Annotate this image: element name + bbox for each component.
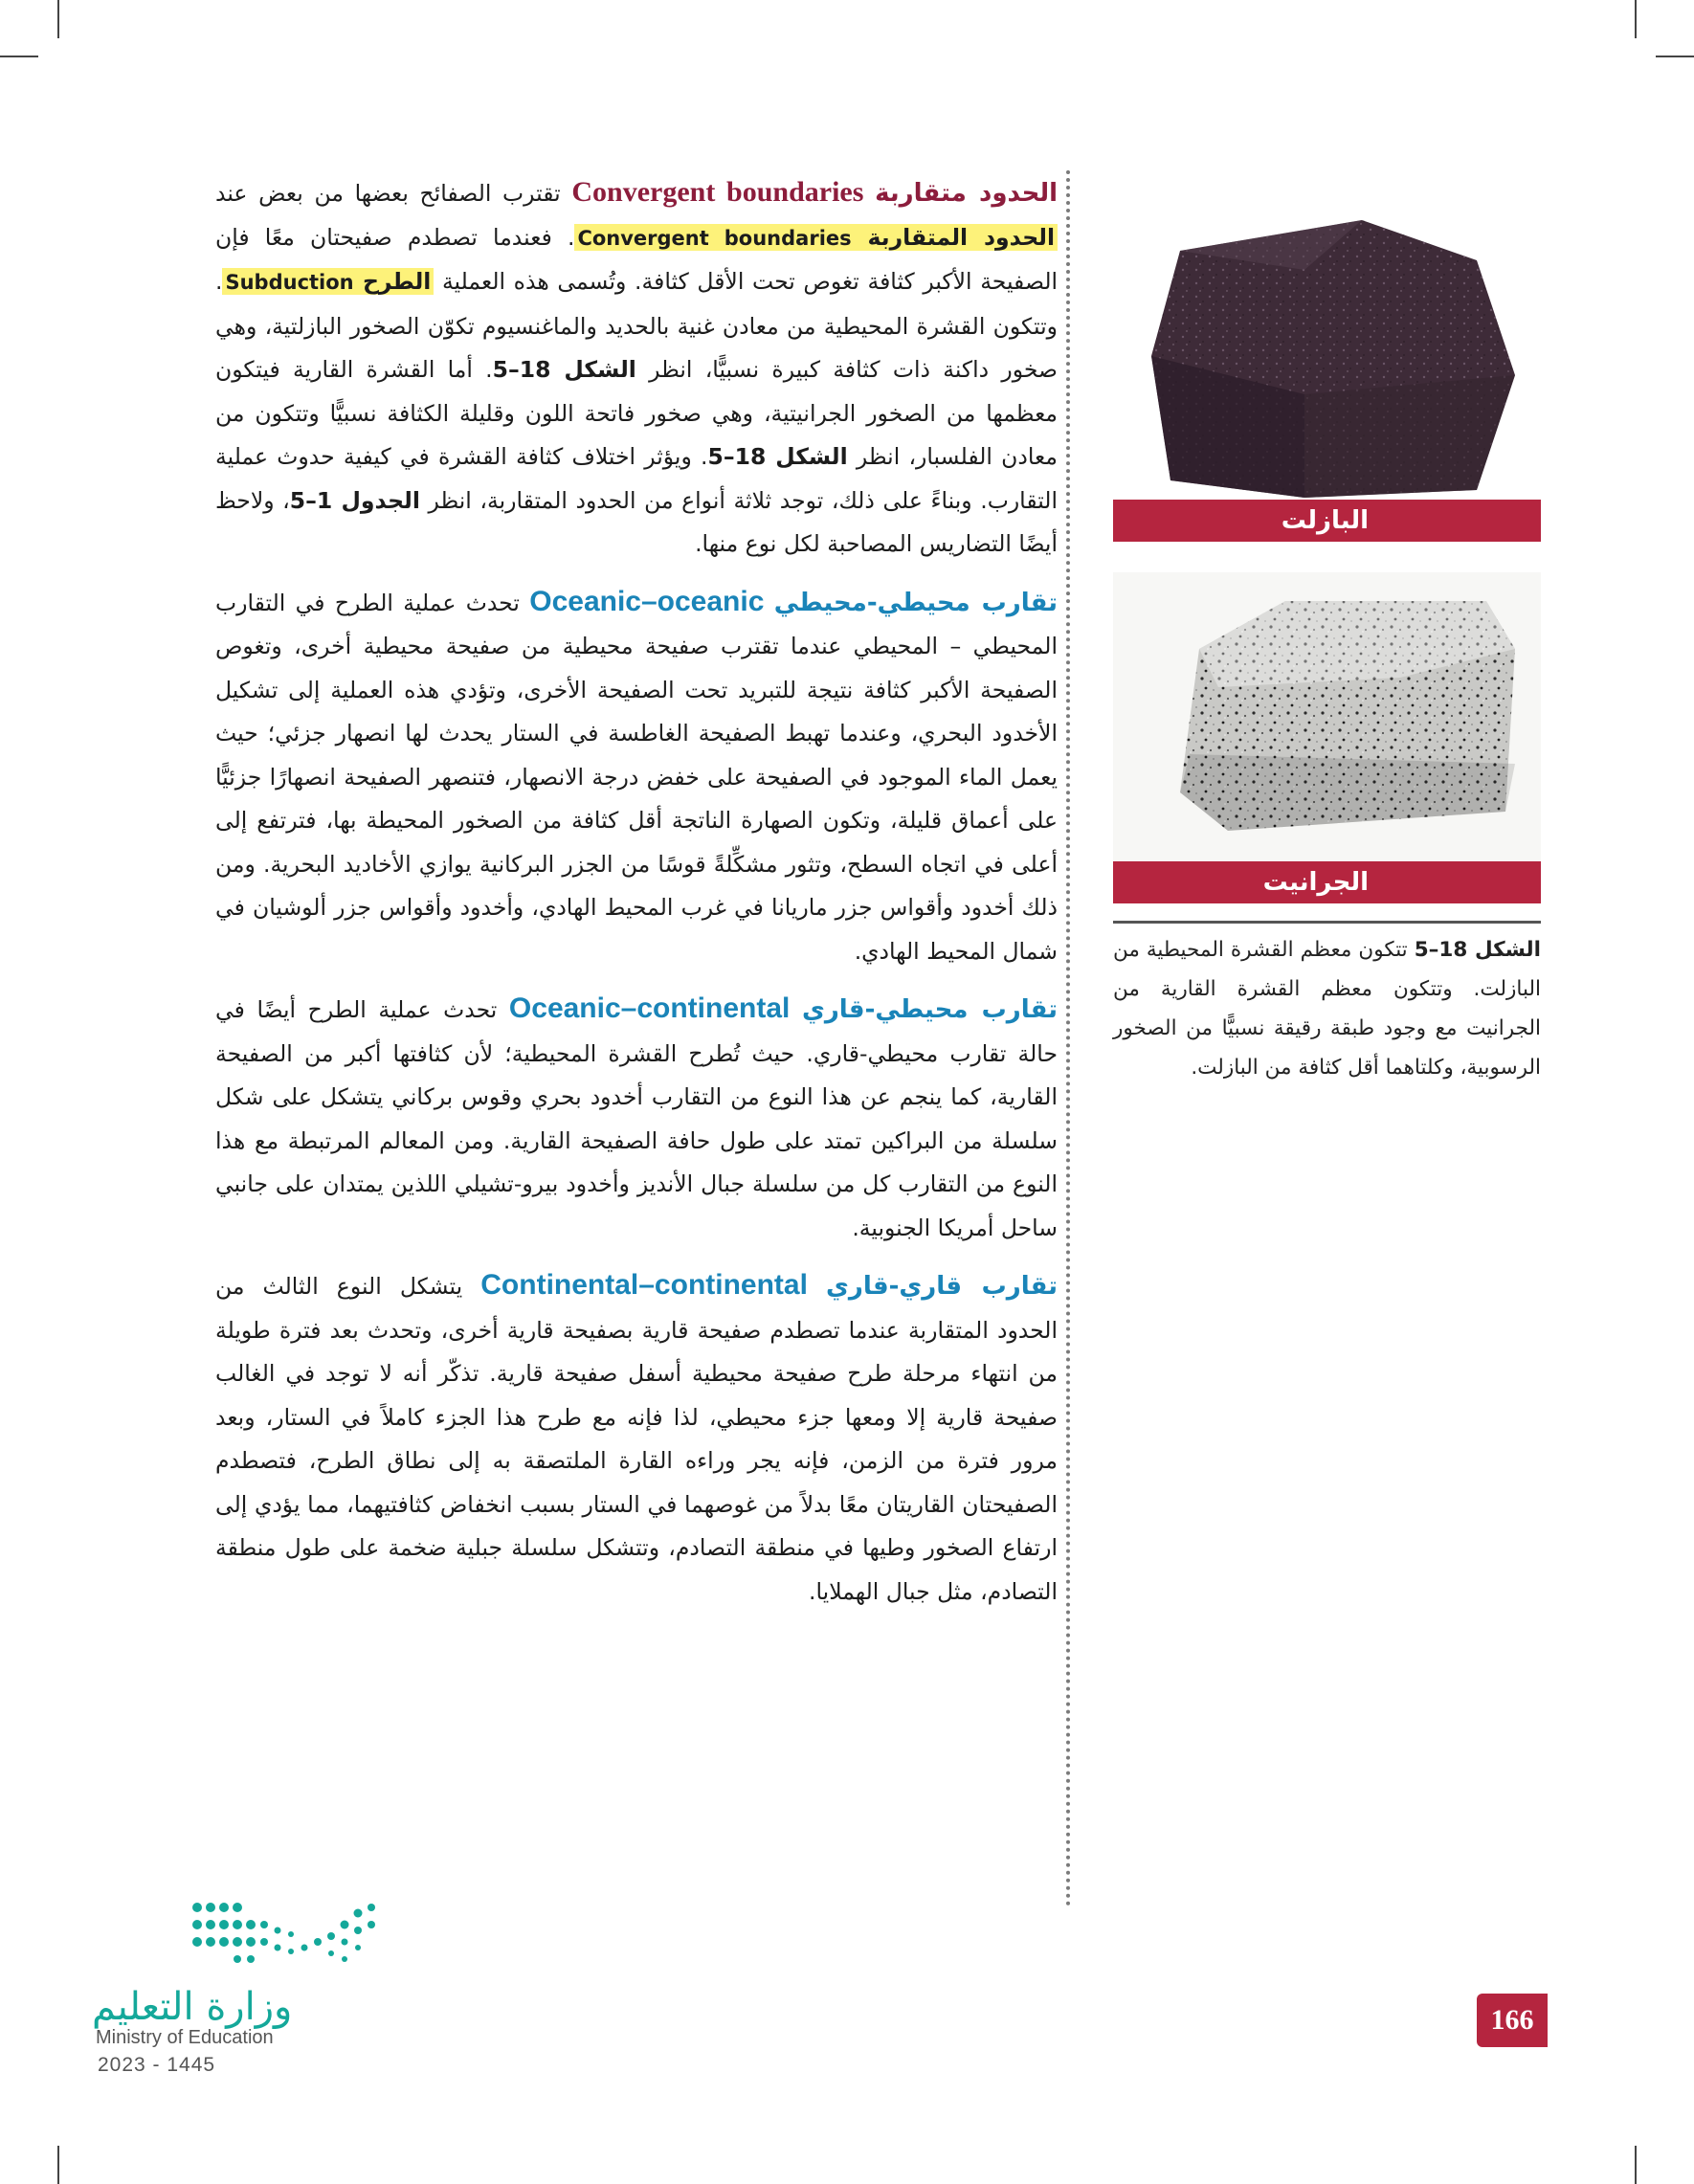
text: . أما القشرة القارية فيتكون معظمها من الصخور الجرانيتية، وهي صخور فاتحة اللون وقليلة الكثافة نسبيًّا وتتكون من معادن الفلسبار، انظر xyxy=(215,356,1058,470)
table-ref: الجدول 1–5 xyxy=(289,486,420,514)
highlight-term xyxy=(222,268,434,295)
paragraph-convergent xyxy=(215,170,1058,567)
granite-image xyxy=(1113,572,1541,861)
page-number: 166 xyxy=(1477,1994,1548,2047)
edition-year: 2023 - 1445 xyxy=(98,2054,216,2076)
text: تحدث عملية الطرح في التقارب المحيطي – المحيطي عندما تقترب صفيحة محيطية من صفيحة محيطية أخرى، وتغوص الصفيحة الأكبر كثافة نتيجة للتبريد تحت الصفيحة الأخرى، وتؤدي هذه العملية إلى تشكيل الأخدود البحري، وعندما تهبط الصفيحة الغاطسة في الستار يحدث لها انصهار جزئي؛ حيث يعمل الماء الموجود في الصفيحة على خفض درجة الانصهار، فتنصهر الصفيحة انصهارًا جزئيًّا على أعماق قليلة، وتكون الصهارة الناتجة أقل كثافة من الصخور المحيطة بها، فترتفع إلى أعلى في اتجاه السطح، وتثور مشكِّلةً قوسًا من الجزر البركانية يوازي الأخاديد البحرية. ومن ذلك أخدود وأقواس جزر ماريانا في غرب المحيط الهادي، وأخدود وأقواس جزر ألوشيان في شمال المحيط الهادي. xyxy=(215,589,1058,965)
caption-ref: الشكل 18–5 xyxy=(1414,938,1542,962)
main-text-column xyxy=(215,170,1058,1907)
granite-label: الجرانيت xyxy=(1113,861,1541,903)
highlight-term xyxy=(574,224,1058,251)
term-ar: الحدود المتقاربة xyxy=(867,223,1056,251)
ministry-logo-dots xyxy=(188,1898,398,1974)
basalt-image xyxy=(1113,212,1541,500)
heading-ar: الحدود متقاربة xyxy=(875,179,1058,208)
crop-mark xyxy=(1635,2146,1637,2184)
ministry-name-ar: وزارة التعليم xyxy=(92,1985,293,2029)
paragraph-oceanic-oceanic xyxy=(215,580,1058,974)
heading-en: Convergent boundaries xyxy=(571,176,864,208)
text: . ويؤثر اختلاف كثافة القشرة في كيفية حدوث عملية التقارب. وبناءً على ذلك، توجد ثلاثة أنواع من الحدود المتقاربة، انظر xyxy=(215,443,1058,514)
text: يتشكل النوع الثالث من الحدود المتقاربة عندما تصطدم صفيحة قارية بصفيحة قارية أخرى، وتحدث بعد فترة طويلة من انتهاء مرحلة طرح صفيحة محيطية أسفل صفيحة قارية. تذكّر أنه لا توجد في الغالب صفيحة قارية إلا ومعها جزء محيطي، لذا فإنه مع طرح هذا الجزء كاملاً في الستار، وبعد مرور فترة من الزمن، فإنه يجر وراءه القارة الملتصقة به إلى نطاق الطرح، فتصطدم الصفيحتان القاريتان معًا بدلاً من غوصهما في الستار بسبب انخفاض كثافتيهما، مما يؤدي إلى ارتفاع الصخور وطيها في منطقة التصادم، وتتشكل سلسلة جبلية ضخمة على طول منطقة التصادم، مثل جبال الهملايا. xyxy=(215,1273,1058,1605)
crop-mark xyxy=(57,2146,59,2184)
text: تقترب الصفائح بعضها من بعض عند xyxy=(215,180,572,207)
term-en: Subduction xyxy=(225,271,354,294)
heading-en: Oceanic–continental xyxy=(508,992,791,1024)
crop-mark xyxy=(1656,56,1694,57)
text: ، ولاحظ أيضًا التضاريس المصاحبة لكل نوع منها. xyxy=(215,486,1058,557)
heading-en: Continental–continental xyxy=(480,1269,808,1301)
heading-ar: تقارب قاري-قاري xyxy=(826,1272,1058,1301)
text: . وتتكون القشرة المحيطية من معادن غنية بالحديد والماغنسيوم تكوّن الصخور البازلتية، وهي صخور داكنة ذات كثافة كبيرة نسبيًّا، انظر xyxy=(215,268,1058,383)
text: . فعندما تصطدم صفيحتان معًا فإن الصفيحة الأكبر كثافة تغوص تحت الأقل كثافة. وتُسمى هذه العملية xyxy=(215,223,1058,295)
dotted-separator xyxy=(1066,170,1070,1907)
caption-text: تتكون معظم القشرة المحيطية من البازلت. وتتكون معظم القشرة القارية من الجرانيت مع وجود طبقة رقيقة نسبيًّا من الصخور الرسوبية، وكلتاهما أقل كثافة من البازلت. xyxy=(1113,938,1541,1080)
text: تحدث عملية الطرح أيضًا في حالة تقارب محيطي-قاري. حيث تُطرح القشرة المحيطية؛ لأن كثافتها أكبر من الصفيحة القارية، كما ينجم عن هذا النوع من التقارب أخدود بحري وقوس بركاني يتشكل على شكل سلسلة من البراكين تمتد على طول حافة الصفيحة القارية. ومن المعالم المرتبطة مع هذا النوع من التقارب كل من سلسلة جبال الأنديز وأخدود بيرو-تشيلي اللذين يمتدان على جانبي ساحل أمريكا الجنوبية. xyxy=(215,996,1058,1241)
crop-mark xyxy=(57,0,59,38)
paragraph-continental-continental xyxy=(215,1263,1058,1614)
basalt-label: البازلت xyxy=(1113,500,1541,542)
heading-ar: تقارب محيطي-قاري xyxy=(802,995,1058,1024)
crop-mark xyxy=(0,56,38,57)
ministry-name-en: Ministry of Education xyxy=(96,2027,274,2048)
caption-rule xyxy=(1113,921,1541,924)
figure-caption xyxy=(1113,930,1541,1087)
term-ar: الطرح xyxy=(363,268,432,295)
crop-mark xyxy=(1635,0,1637,38)
heading-ar: تقارب محيطي-محيطي xyxy=(773,588,1058,617)
paragraph-oceanic-continental xyxy=(215,987,1058,1250)
heading-en: Oceanic–oceanic xyxy=(529,585,765,617)
figure-ref: الشكل 18–5 xyxy=(707,443,848,470)
term-en: Convergent boundaries xyxy=(577,226,852,250)
figure-ref: الشكل 18–5 xyxy=(492,356,636,383)
